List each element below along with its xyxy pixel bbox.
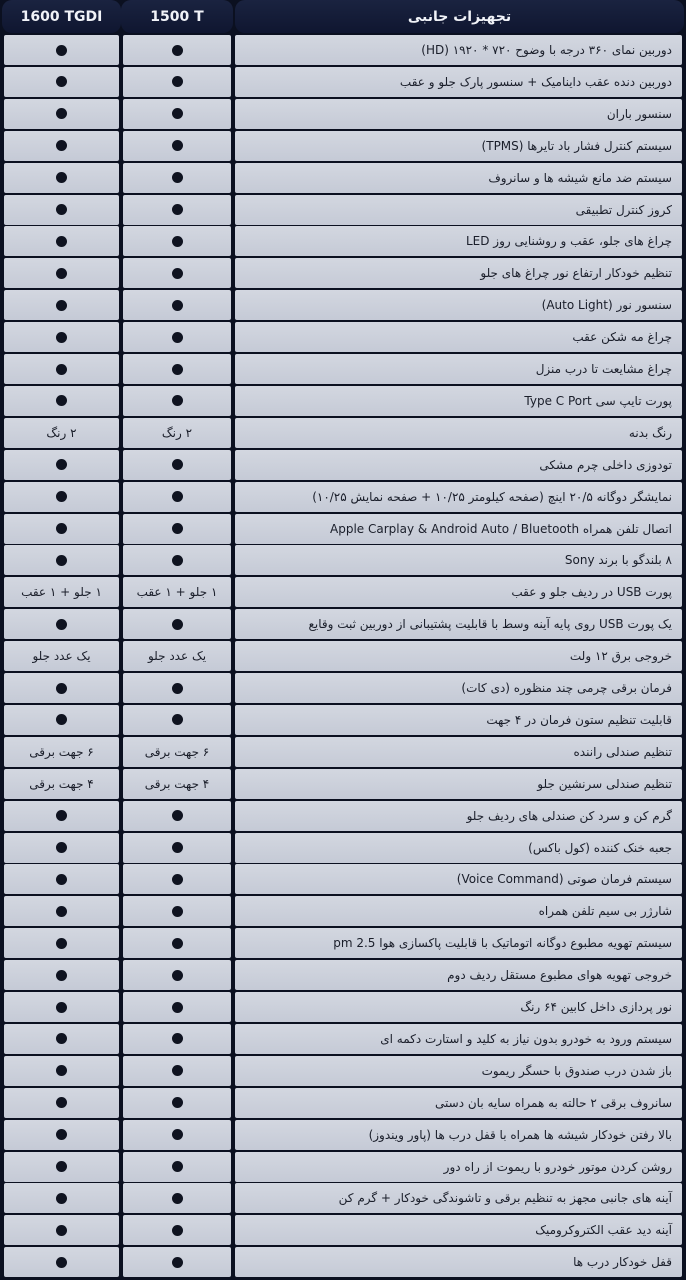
cell-1600-tgdi bbox=[4, 1247, 119, 1277]
cell-1600-tgdi bbox=[4, 131, 119, 161]
cell-1600-tgdi bbox=[4, 705, 119, 735]
included-dot-icon bbox=[172, 1225, 183, 1236]
cell-1500-t bbox=[123, 450, 231, 480]
included-dot-icon bbox=[172, 683, 183, 694]
cell-value: ۶ جهت برقی bbox=[144, 744, 210, 759]
table-row bbox=[0, 769, 686, 799]
cell-1600-tgdi bbox=[4, 418, 119, 448]
feature-label: سیستم کنترل فشار باد تایرها (TPMS) bbox=[235, 131, 682, 161]
included-dot-icon bbox=[56, 1161, 67, 1172]
feature-label: رنگ بدنه bbox=[235, 418, 682, 448]
included-dot-icon bbox=[172, 619, 183, 630]
table-row bbox=[0, 960, 686, 990]
feature-label: سانروف برقی ۲ حالته به همراه سایه بان دستی bbox=[235, 1088, 682, 1118]
cell-1500-t bbox=[123, 131, 231, 161]
table-row bbox=[0, 641, 686, 671]
cell-1600-tgdi bbox=[4, 896, 119, 926]
cell-1600-tgdi bbox=[4, 992, 119, 1022]
included-dot-icon bbox=[56, 140, 67, 151]
included-dot-icon bbox=[56, 300, 67, 311]
feature-label: شارژر بی سیم تلفن همراه bbox=[235, 896, 682, 926]
cell-1500-t bbox=[123, 896, 231, 926]
cell-1600-tgdi bbox=[4, 673, 119, 703]
cell-1500-t bbox=[123, 1088, 231, 1118]
included-dot-icon bbox=[56, 108, 67, 119]
feature-label: چراغ مشایعت تا درب منزل bbox=[235, 354, 682, 384]
table-row bbox=[0, 673, 686, 703]
included-dot-icon bbox=[56, 714, 67, 725]
cell-1600-tgdi bbox=[4, 864, 119, 894]
included-dot-icon bbox=[56, 619, 67, 630]
cell-1600-tgdi bbox=[4, 386, 119, 416]
included-dot-icon bbox=[172, 332, 183, 343]
cell-1500-t bbox=[123, 705, 231, 735]
table-row bbox=[0, 992, 686, 1022]
cell-1500-t bbox=[123, 99, 231, 129]
feature-label: باز شدن درب صندوق با حسگر ریموت bbox=[235, 1056, 682, 1086]
cell-1500-t bbox=[123, 322, 231, 352]
feature-label: سیستم ورود به خودرو بدون نیاز به کلید و استارت دکمه ای bbox=[235, 1024, 682, 1054]
cell-1500-t bbox=[123, 67, 231, 97]
cell-1600-tgdi bbox=[4, 801, 119, 831]
feature-label: دوربین نمای ۳۶۰ درجه با وضوح ۷۲۰ * ۱۹۲۰ (HD) bbox=[235, 35, 682, 65]
cell-1500-t bbox=[123, 258, 231, 288]
feature-label: گرم کن و سرد کن صندلی های ردیف جلو bbox=[235, 801, 682, 831]
feature-label: خروجی تهویه هوای مطبوع مستقل ردیف دوم bbox=[235, 960, 682, 990]
included-dot-icon bbox=[172, 970, 183, 981]
feature-label: چراغ های جلو، عقب و روشنایی روز LED bbox=[235, 226, 682, 256]
cell-value: ۱ جلو + ۱ عقب bbox=[21, 585, 102, 600]
cell-1500-t bbox=[123, 737, 231, 767]
included-dot-icon bbox=[56, 45, 67, 56]
included-dot-icon bbox=[56, 970, 67, 981]
included-dot-icon bbox=[172, 842, 183, 853]
included-dot-icon bbox=[56, 1193, 67, 1204]
included-dot-icon bbox=[56, 683, 67, 694]
included-dot-icon bbox=[56, 842, 67, 853]
cell-1600-tgdi bbox=[4, 226, 119, 256]
cell-1500-t bbox=[123, 290, 231, 320]
table-row bbox=[0, 163, 686, 193]
cell-1500-t bbox=[123, 928, 231, 958]
feature-label: آینه دید عقب الکتروکرومیک bbox=[235, 1215, 682, 1245]
table-row bbox=[0, 609, 686, 639]
table-header bbox=[0, 0, 686, 33]
feature-label: روشن کردن موتور خودرو با ریموت از راه دور bbox=[235, 1152, 682, 1182]
cell-1500-t bbox=[123, 35, 231, 65]
table-row bbox=[0, 801, 686, 831]
included-dot-icon bbox=[56, 906, 67, 917]
included-dot-icon bbox=[56, 364, 67, 375]
cell-1500-t bbox=[123, 609, 231, 639]
feature-label: سیستم ضد مانع شیشه ها و سانروف bbox=[235, 163, 682, 193]
table-row bbox=[0, 1088, 686, 1118]
cell-1600-tgdi bbox=[4, 514, 119, 544]
included-dot-icon bbox=[56, 1033, 67, 1044]
feature-label: پورت USB در ردیف جلو و عقب bbox=[235, 577, 682, 607]
cell-1500-t bbox=[123, 992, 231, 1022]
included-dot-icon bbox=[172, 140, 183, 151]
table-row bbox=[0, 322, 686, 352]
cell-1600-tgdi bbox=[4, 1024, 119, 1054]
cell-1600-tgdi bbox=[4, 195, 119, 225]
cell-1600-tgdi bbox=[4, 258, 119, 288]
included-dot-icon bbox=[56, 236, 67, 247]
feature-label: سنسور نور (Auto Light) bbox=[235, 290, 682, 320]
included-dot-icon bbox=[172, 395, 183, 406]
table-row bbox=[0, 1247, 686, 1277]
table-row bbox=[0, 450, 686, 480]
included-dot-icon bbox=[172, 874, 183, 885]
cell-1600-tgdi bbox=[4, 1183, 119, 1213]
table-row bbox=[0, 386, 686, 416]
header-1600-tgdi: 1600 TGDI bbox=[2, 0, 121, 33]
feature-label: دوربین دنده عقب داینامیک + سنسور پارک جلو و عقب bbox=[235, 67, 682, 97]
included-dot-icon bbox=[172, 810, 183, 821]
cell-1600-tgdi bbox=[4, 163, 119, 193]
included-dot-icon bbox=[172, 714, 183, 725]
feature-label: فرمان برقی چرمی چند منظوره (دی کات) bbox=[235, 673, 682, 703]
cell-1600-tgdi bbox=[4, 609, 119, 639]
table-row bbox=[0, 99, 686, 129]
feature-label: یک پورت USB روی پایه آینه وسط با قابلیت پشتیبانی از دوربین ثبت وقایع bbox=[235, 609, 682, 639]
table-row bbox=[0, 833, 686, 863]
included-dot-icon bbox=[172, 1193, 183, 1204]
feature-label: بالا رفتن خودکار شیشه ها همراه با قفل درب ها (پاور ویندوز) bbox=[235, 1120, 682, 1150]
feature-label: اتصال تلفن همراه Apple Carplay & Android Auto / Bluetooth bbox=[235, 514, 682, 544]
table-row bbox=[0, 705, 686, 735]
cell-1600-tgdi bbox=[4, 928, 119, 958]
table-row bbox=[0, 864, 686, 894]
cell-1600-tgdi bbox=[4, 354, 119, 384]
included-dot-icon bbox=[172, 108, 183, 119]
included-dot-icon bbox=[172, 364, 183, 375]
feature-label: سنسور باران bbox=[235, 99, 682, 129]
included-dot-icon bbox=[56, 1129, 67, 1140]
table-row bbox=[0, 1024, 686, 1054]
feature-label: آینه های جانبی مجهز به تنظیم برقی و تاشوندگی خودکار + گرم کن bbox=[235, 1183, 682, 1213]
cell-1600-tgdi bbox=[4, 1152, 119, 1182]
cell-1500-t bbox=[123, 386, 231, 416]
table-row bbox=[0, 195, 686, 225]
cell-1500-t bbox=[123, 769, 231, 799]
cell-1500-t bbox=[123, 1247, 231, 1277]
included-dot-icon bbox=[172, 300, 183, 311]
included-dot-icon bbox=[172, 459, 183, 470]
cell-value: ۴ جهت برقی bbox=[29, 776, 94, 791]
included-dot-icon bbox=[172, 45, 183, 56]
included-dot-icon bbox=[172, 268, 183, 279]
included-dot-icon bbox=[56, 1002, 67, 1013]
feature-label: جعبه خنک کننده (کول باکس) bbox=[235, 833, 682, 863]
cell-1500-t bbox=[123, 960, 231, 990]
cell-1600-tgdi bbox=[4, 769, 119, 799]
included-dot-icon bbox=[56, 172, 67, 183]
table-row bbox=[0, 737, 686, 767]
table-row bbox=[0, 290, 686, 320]
table-row bbox=[0, 928, 686, 958]
cell-1500-t bbox=[123, 354, 231, 384]
table-row bbox=[0, 226, 686, 256]
included-dot-icon bbox=[172, 938, 183, 949]
cell-value: ۱ جلو + ۱ عقب bbox=[136, 585, 218, 600]
included-dot-icon bbox=[172, 1002, 183, 1013]
cell-value: ۶ جهت برقی bbox=[29, 744, 94, 759]
cell-1600-tgdi bbox=[4, 1215, 119, 1245]
cell-1600-tgdi bbox=[4, 577, 119, 607]
table-row bbox=[0, 354, 686, 384]
included-dot-icon bbox=[172, 172, 183, 183]
cell-1600-tgdi bbox=[4, 322, 119, 352]
table-row bbox=[0, 577, 686, 607]
cell-1600-tgdi bbox=[4, 545, 119, 575]
cell-1500-t bbox=[123, 226, 231, 256]
cell-1500-t bbox=[123, 1152, 231, 1182]
cell-1500-t bbox=[123, 1024, 231, 1054]
cell-1500-t bbox=[123, 801, 231, 831]
table-row bbox=[0, 67, 686, 97]
feature-label: خروجی برق ۱۲ ولت bbox=[235, 641, 682, 671]
included-dot-icon bbox=[172, 1065, 183, 1076]
cell-1500-t bbox=[123, 577, 231, 607]
included-dot-icon bbox=[172, 555, 183, 566]
cell-value: یک عدد جلو bbox=[32, 649, 91, 664]
feature-label: کروز کنترل تطبیقی bbox=[235, 195, 682, 225]
included-dot-icon bbox=[56, 459, 67, 470]
cell-1500-t bbox=[123, 673, 231, 703]
table-row bbox=[0, 35, 686, 65]
included-dot-icon bbox=[172, 906, 183, 917]
included-dot-icon bbox=[172, 236, 183, 247]
cell-1500-t bbox=[123, 195, 231, 225]
cell-1600-tgdi bbox=[4, 290, 119, 320]
included-dot-icon bbox=[56, 523, 67, 534]
table-row bbox=[0, 1215, 686, 1245]
table-row bbox=[0, 1056, 686, 1086]
cell-1500-t bbox=[123, 1183, 231, 1213]
cell-value: ۲ رنگ bbox=[46, 425, 77, 440]
included-dot-icon bbox=[56, 1225, 67, 1236]
table-row bbox=[0, 545, 686, 575]
feature-label: سیستم فرمان صوتی (Voice Command) bbox=[235, 864, 682, 894]
cell-value: ۲ رنگ bbox=[161, 425, 193, 440]
cell-1500-t bbox=[123, 833, 231, 863]
cell-1600-tgdi bbox=[4, 1120, 119, 1150]
included-dot-icon bbox=[56, 332, 67, 343]
included-dot-icon bbox=[56, 1065, 67, 1076]
table-row bbox=[0, 131, 686, 161]
included-dot-icon bbox=[172, 1161, 183, 1172]
cell-1600-tgdi bbox=[4, 960, 119, 990]
feature-label: پورت تایپ سی Type C Port bbox=[235, 386, 682, 416]
cell-value: ۴ جهت برقی bbox=[144, 776, 210, 791]
table-row bbox=[0, 482, 686, 512]
included-dot-icon bbox=[56, 268, 67, 279]
included-dot-icon bbox=[56, 810, 67, 821]
feature-label: نور پردازی داخل کابین ۶۴ رنگ bbox=[235, 992, 682, 1022]
cell-1500-t bbox=[123, 514, 231, 544]
included-dot-icon bbox=[56, 491, 67, 502]
feature-label: چراغ مه شکن عقب bbox=[235, 322, 682, 352]
table-row bbox=[0, 896, 686, 926]
feature-label: قفل خودکار درب ها bbox=[235, 1247, 682, 1277]
included-dot-icon bbox=[172, 1257, 183, 1268]
table-row bbox=[0, 1120, 686, 1150]
included-dot-icon bbox=[172, 523, 183, 534]
table-row bbox=[0, 1152, 686, 1182]
cell-1500-t bbox=[123, 1056, 231, 1086]
header-features: تجهیزات جانبی bbox=[235, 0, 684, 33]
cell-1600-tgdi bbox=[4, 641, 119, 671]
included-dot-icon bbox=[172, 204, 183, 215]
included-dot-icon bbox=[56, 76, 67, 87]
included-dot-icon bbox=[172, 1129, 183, 1140]
included-dot-icon bbox=[56, 874, 67, 885]
cell-1600-tgdi bbox=[4, 482, 119, 512]
feature-label: قابلیت تنظیم ستون فرمان در ۴ جهت bbox=[235, 705, 682, 735]
cell-1500-t bbox=[123, 545, 231, 575]
included-dot-icon bbox=[56, 555, 67, 566]
cell-1600-tgdi bbox=[4, 450, 119, 480]
included-dot-icon bbox=[56, 1257, 67, 1268]
included-dot-icon bbox=[172, 1097, 183, 1108]
cell-1500-t bbox=[123, 641, 231, 671]
feature-label: نمایشگر دوگانه ۲۰/۵ اینچ (صفحه کیلومتر ۱۰/۲۵ + صفحه نمایش ۱۰/۲۵) bbox=[235, 482, 682, 512]
cell-1500-t bbox=[123, 163, 231, 193]
feature-label: ۸ بلندگو با برند Sony bbox=[235, 545, 682, 575]
cell-1600-tgdi bbox=[4, 99, 119, 129]
cell-1500-t bbox=[123, 418, 231, 448]
table-row bbox=[0, 1183, 686, 1213]
included-dot-icon bbox=[56, 395, 67, 406]
cell-1600-tgdi bbox=[4, 737, 119, 767]
cell-1600-tgdi bbox=[4, 67, 119, 97]
cell-1500-t bbox=[123, 864, 231, 894]
cell-1600-tgdi bbox=[4, 1056, 119, 1086]
cell-1500-t bbox=[123, 1215, 231, 1245]
feature-label: سیستم تهویه مطبوع دوگانه اتوماتیک با قابلیت پاکسازی هوا pm 2.5 bbox=[235, 928, 682, 958]
cell-1600-tgdi bbox=[4, 35, 119, 65]
cell-value: یک عدد جلو bbox=[147, 649, 207, 664]
table-row bbox=[0, 418, 686, 448]
included-dot-icon bbox=[56, 204, 67, 215]
cell-1500-t bbox=[123, 482, 231, 512]
table-row bbox=[0, 514, 686, 544]
cell-1600-tgdi bbox=[4, 833, 119, 863]
included-dot-icon bbox=[56, 938, 67, 949]
feature-label: تنظیم صندلی راننده bbox=[235, 737, 682, 767]
cell-1500-t bbox=[123, 1120, 231, 1150]
included-dot-icon bbox=[172, 1033, 183, 1044]
feature-label: تنظیم صندلی سرنشین جلو bbox=[235, 769, 682, 799]
included-dot-icon bbox=[172, 76, 183, 87]
table-row bbox=[0, 258, 686, 288]
feature-label: تنظیم خودکار ارتفاع نور چراغ های جلو bbox=[235, 258, 682, 288]
header-1500-t: 1500 T bbox=[121, 0, 233, 33]
cell-1600-tgdi bbox=[4, 1088, 119, 1118]
feature-label: تودوزی داخلی چرم مشکی bbox=[235, 450, 682, 480]
included-dot-icon bbox=[56, 1097, 67, 1108]
included-dot-icon bbox=[172, 491, 183, 502]
